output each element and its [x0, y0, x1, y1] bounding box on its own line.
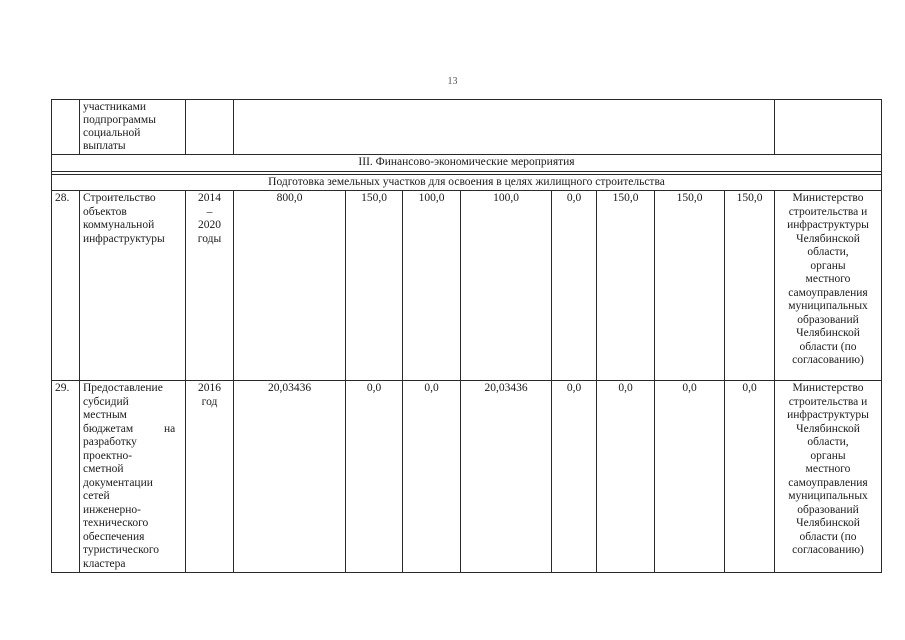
- period: [186, 381, 234, 573]
- executor-line: области,: [807, 436, 849, 448]
- executor-line: образований: [797, 503, 859, 516]
- cell-num: [52, 100, 80, 155]
- period-line: 2020: [198, 219, 221, 231]
- value-col-5: 0,0: [552, 381, 597, 573]
- value-col-5: 0,0: [552, 191, 597, 381]
- executor-line: согласованию): [792, 544, 864, 556]
- section-row: [52, 155, 882, 172]
- executor-line: Челябинской: [796, 327, 860, 339]
- executor-line: муниципальных: [788, 300, 868, 312]
- table-row: [52, 191, 882, 381]
- cell-name: [80, 100, 186, 155]
- value-col-4: 20,03436: [461, 381, 552, 573]
- subsection-row: [52, 174, 882, 191]
- value-col-2: 150,0: [346, 191, 403, 381]
- value-col-6: 150,0: [597, 191, 655, 381]
- executor-line: области (по: [799, 340, 857, 353]
- executor-line: области (по: [799, 530, 857, 543]
- name-line: обеспечения: [83, 530, 145, 543]
- executor-line: Челябинской: [796, 517, 860, 529]
- period-line: –: [206, 205, 213, 218]
- name-line: документации: [83, 476, 153, 489]
- cell-period: [186, 100, 234, 155]
- name-line: инфраструктуры: [83, 232, 165, 245]
- value-col-3: 100,0: [403, 191, 461, 381]
- name-line: проектно-: [83, 449, 133, 462]
- continuation-row: [52, 100, 882, 155]
- name-line: инженерно-: [83, 503, 141, 516]
- period-line: 2014: [198, 192, 221, 204]
- executor-line: согласованию): [792, 354, 864, 366]
- executor: [775, 191, 882, 381]
- name-line: разработку: [83, 436, 137, 448]
- period: [186, 191, 234, 381]
- value-col-8: 150,0: [725, 191, 775, 381]
- section-title: III. Финансово-экономические мероприятия: [52, 155, 882, 172]
- executor-line: Министерство: [792, 382, 864, 394]
- value-col-7: 0,0: [655, 381, 725, 573]
- name-line: местным: [83, 409, 127, 421]
- name-line: подпрограммы: [83, 114, 156, 126]
- executor-line: муниципальных: [788, 490, 868, 502]
- name-line: туристического: [83, 544, 160, 556]
- executor: [775, 381, 882, 573]
- row-number: 28.: [52, 191, 80, 381]
- name-line: кластера: [83, 557, 126, 570]
- executor-line: органы: [810, 259, 846, 272]
- value-col-7: 150,0: [655, 191, 725, 381]
- cell-values-empty: [234, 100, 775, 155]
- executor-line: органы: [810, 449, 846, 462]
- executor-line: Челябинской: [796, 232, 860, 245]
- executor-line: самоуправления: [788, 476, 868, 489]
- name-line: коммунальной: [83, 219, 155, 231]
- name-line: бюджетам на: [83, 422, 176, 435]
- executor-line: местного: [805, 273, 851, 285]
- value-total: 20,03436: [234, 381, 346, 573]
- name-line: Строительство: [83, 192, 156, 204]
- subsection-title: Подготовка земельных участков для освоения в целях жилищного строительства: [52, 174, 882, 191]
- name-line: сетей: [83, 490, 110, 502]
- table-row: [52, 381, 882, 573]
- value-col-8: 0,0: [725, 381, 775, 573]
- executor-line: инфраструктуры: [787, 219, 869, 231]
- executor-line: местного: [805, 463, 851, 475]
- measure-name: [80, 381, 186, 573]
- executor-line: самоуправления: [788, 286, 868, 299]
- name-line: технического: [83, 517, 149, 529]
- executor-line: строительства и: [788, 395, 868, 408]
- value-col-6: 0,0: [597, 381, 655, 573]
- name-line: объектов: [83, 205, 127, 218]
- period-line: год: [201, 395, 218, 408]
- executor-line: образований: [797, 313, 859, 326]
- executor-line: Челябинской: [796, 422, 860, 435]
- executor-line: области,: [807, 246, 849, 258]
- name-line: сметной: [83, 463, 124, 475]
- name-line: участниками: [83, 101, 147, 113]
- executor-line: Министерство: [792, 192, 864, 204]
- executor-line: строительства и: [788, 205, 868, 218]
- value-col-4: 100,0: [461, 191, 552, 381]
- program-table: [51, 99, 882, 573]
- value-total: 800,0: [234, 191, 346, 381]
- cell-executor: [775, 100, 882, 155]
- row-number: 29.: [52, 381, 80, 573]
- value-col-3: 0,0: [403, 381, 461, 573]
- period-line: годы: [197, 232, 222, 245]
- page-number: 13: [447, 76, 458, 87]
- name-line: субсидий: [83, 395, 129, 408]
- name-line: выплаты: [83, 140, 126, 152]
- measure-name: [80, 191, 186, 381]
- value-col-2: 0,0: [346, 381, 403, 573]
- executor-line: инфраструктуры: [787, 409, 869, 421]
- period-line: 2016: [198, 382, 221, 394]
- name-line: Предоставление: [83, 382, 163, 394]
- name-line: социальной: [83, 127, 141, 139]
